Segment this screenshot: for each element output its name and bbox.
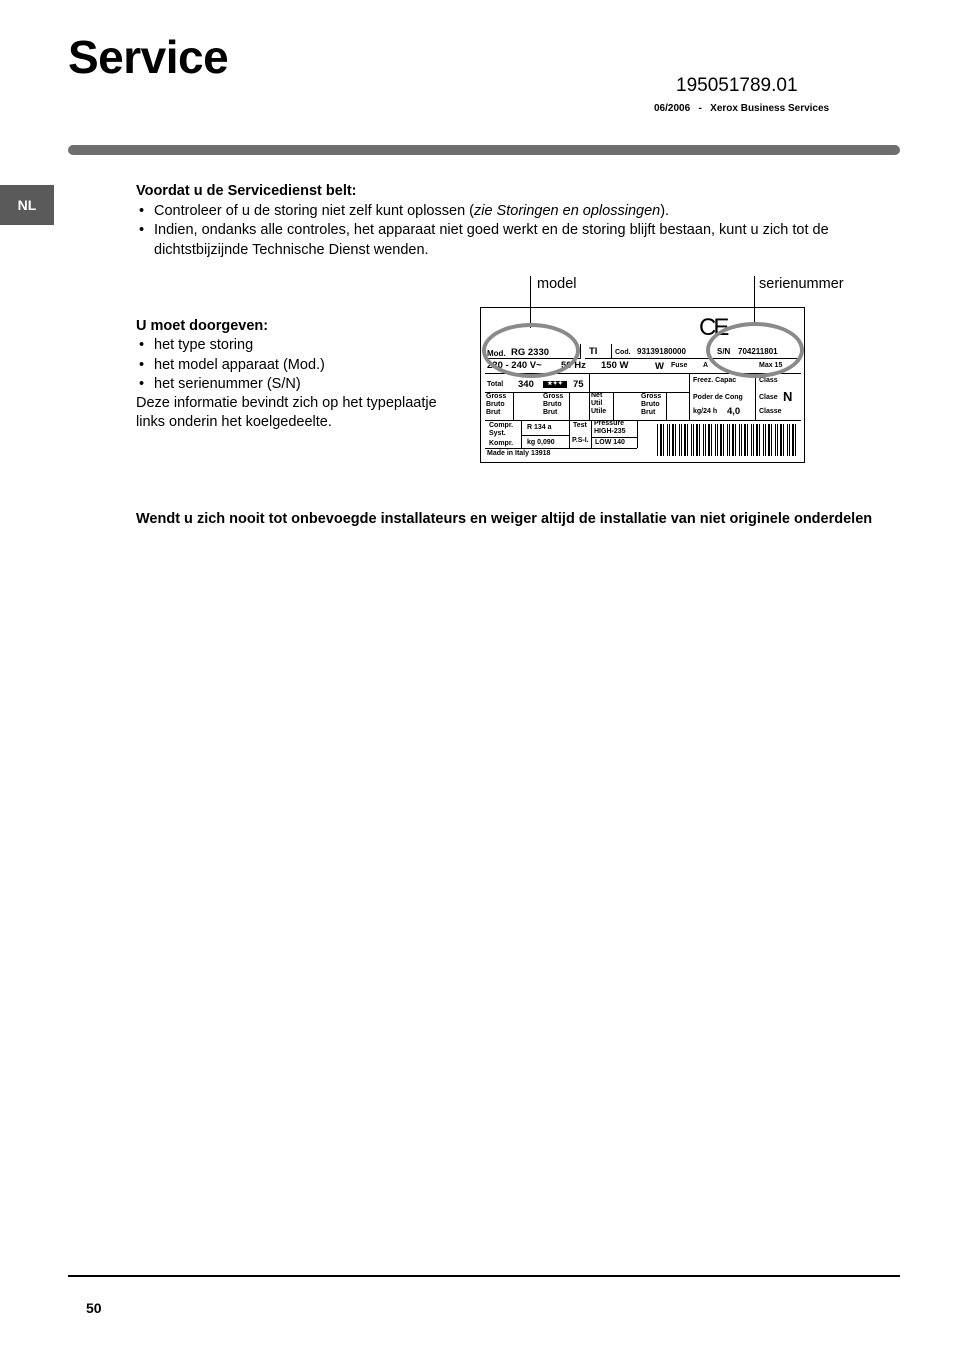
list-item: • Indien, ondanks alle controles, het apparaat niet goed werkt en de storing blijft bestaan, kunt u zich tot de dichtstbijzijnde Technische Dienst wenden. <box>136 221 896 260</box>
reference-link-text: zie Storingen en oplossingen <box>473 202 661 219</box>
plate-made-in: Made in Italy 13918 <box>487 450 551 457</box>
plate-pressure-low: LOW 140 <box>595 439 625 446</box>
page-title: Service <box>68 31 229 83</box>
plate-clase-label: Clase <box>759 394 778 401</box>
plate-power: 150 W <box>601 360 629 371</box>
plate-sn-label: S/N <box>717 347 731 356</box>
list-item: • het type storing <box>136 336 456 355</box>
plate-location-note: Deze informatie bevindt zich op het typeplaatje links onderin het koelgedeelte. <box>136 395 437 431</box>
plate-kompr-label: Kompr. <box>489 440 514 447</box>
plate-voltage: 220 - 240 V~ <box>487 360 542 371</box>
plate-class-label: Class <box>759 377 778 384</box>
plate-freez-label: Freez. Capac <box>693 377 737 384</box>
plate-classe-label: Classe <box>759 408 782 415</box>
plate-cod-label: Cod. <box>615 349 631 356</box>
list-item: • Controleer of u de storing niet zelf kunt oplossen (zie Storingen en oplossingen). <box>136 202 896 222</box>
must-provide-heading: U moet doorgeven: <box>136 318 269 334</box>
barcode-icon <box>657 424 799 456</box>
plate-refrigerant: R 134 a <box>527 424 552 431</box>
plate-total-value: 340 <box>518 379 534 390</box>
star-rating-icon: ★✦✦ <box>543 381 567 388</box>
must-provide-list <box>136 336 456 394</box>
plate-kg24-label: kg/24 h <box>693 408 718 415</box>
plate-kg24-value: 4,0 <box>727 406 741 417</box>
header-divider-bar <box>68 145 900 155</box>
plate-amp: A <box>703 362 709 369</box>
language-tab: NL <box>0 185 54 225</box>
callout-serial-label: serienummer <box>759 276 844 292</box>
plate-refrigerant-kg: kg 0,090 <box>527 439 555 446</box>
plate-max: Max 15 <box>759 362 783 369</box>
plate-climate-class: N <box>783 389 793 404</box>
plate-gross-1: Gross Bruto Brut <box>486 393 507 416</box>
ce-mark-icon: CE <box>699 314 727 341</box>
plate-fuse-label: Fuse <box>671 362 688 369</box>
plate-poder-label: Poder de Cong <box>693 394 743 401</box>
warning-text: Wendt u zich nooit tot onbevoegde installateurs en weiger altijd de installatie van niet originele onderdelen <box>136 511 873 527</box>
plate-pressure: Pressure HIGH-235 <box>594 420 626 435</box>
page-number: 50 <box>86 1300 102 1316</box>
document-number: 195051789.01 <box>676 75 798 96</box>
serial-highlight-ring <box>706 322 804 378</box>
list-item: • het model apparaat (Mod.) <box>136 356 456 375</box>
plate-serial-value: 704211801 <box>738 347 778 356</box>
plate-net: Net Util Utile <box>591 392 607 415</box>
before-call-list <box>136 202 896 261</box>
plate-mod-label: Mod. <box>487 349 506 358</box>
callout-model-label: model <box>537 276 577 292</box>
plate-gross-2: Gross Bruto Brut <box>543 393 564 416</box>
plate-star-value: 75 <box>573 379 584 390</box>
plate-psi-label: P.S-I. <box>572 437 589 444</box>
plate-frequency: 50 Hz <box>561 360 586 371</box>
before-call-section <box>136 182 896 260</box>
model-highlight-ring <box>482 323 580 378</box>
plate-ti: TI <box>589 346 598 357</box>
plate-cod-value: 93139180000 <box>637 347 686 356</box>
list-item: • het serienummer (S/N) <box>136 375 456 394</box>
plate-model-value: RG 2330 <box>511 347 550 358</box>
plate-test-label: Test <box>573 422 587 429</box>
plate-total-label: Total <box>487 381 504 388</box>
plate-gross-3: Gross Bruto Brut <box>641 393 662 416</box>
plate-compr-label: Compr. Syst. <box>489 422 514 437</box>
document-meta: 06/2006 - Xerox Business Services <box>654 103 830 114</box>
before-call-heading: Voordat u de Servicedienst belt: <box>136 183 357 199</box>
must-provide-section <box>136 317 456 433</box>
footer-divider <box>68 1275 900 1277</box>
plate-watt-2: W <box>655 361 664 372</box>
